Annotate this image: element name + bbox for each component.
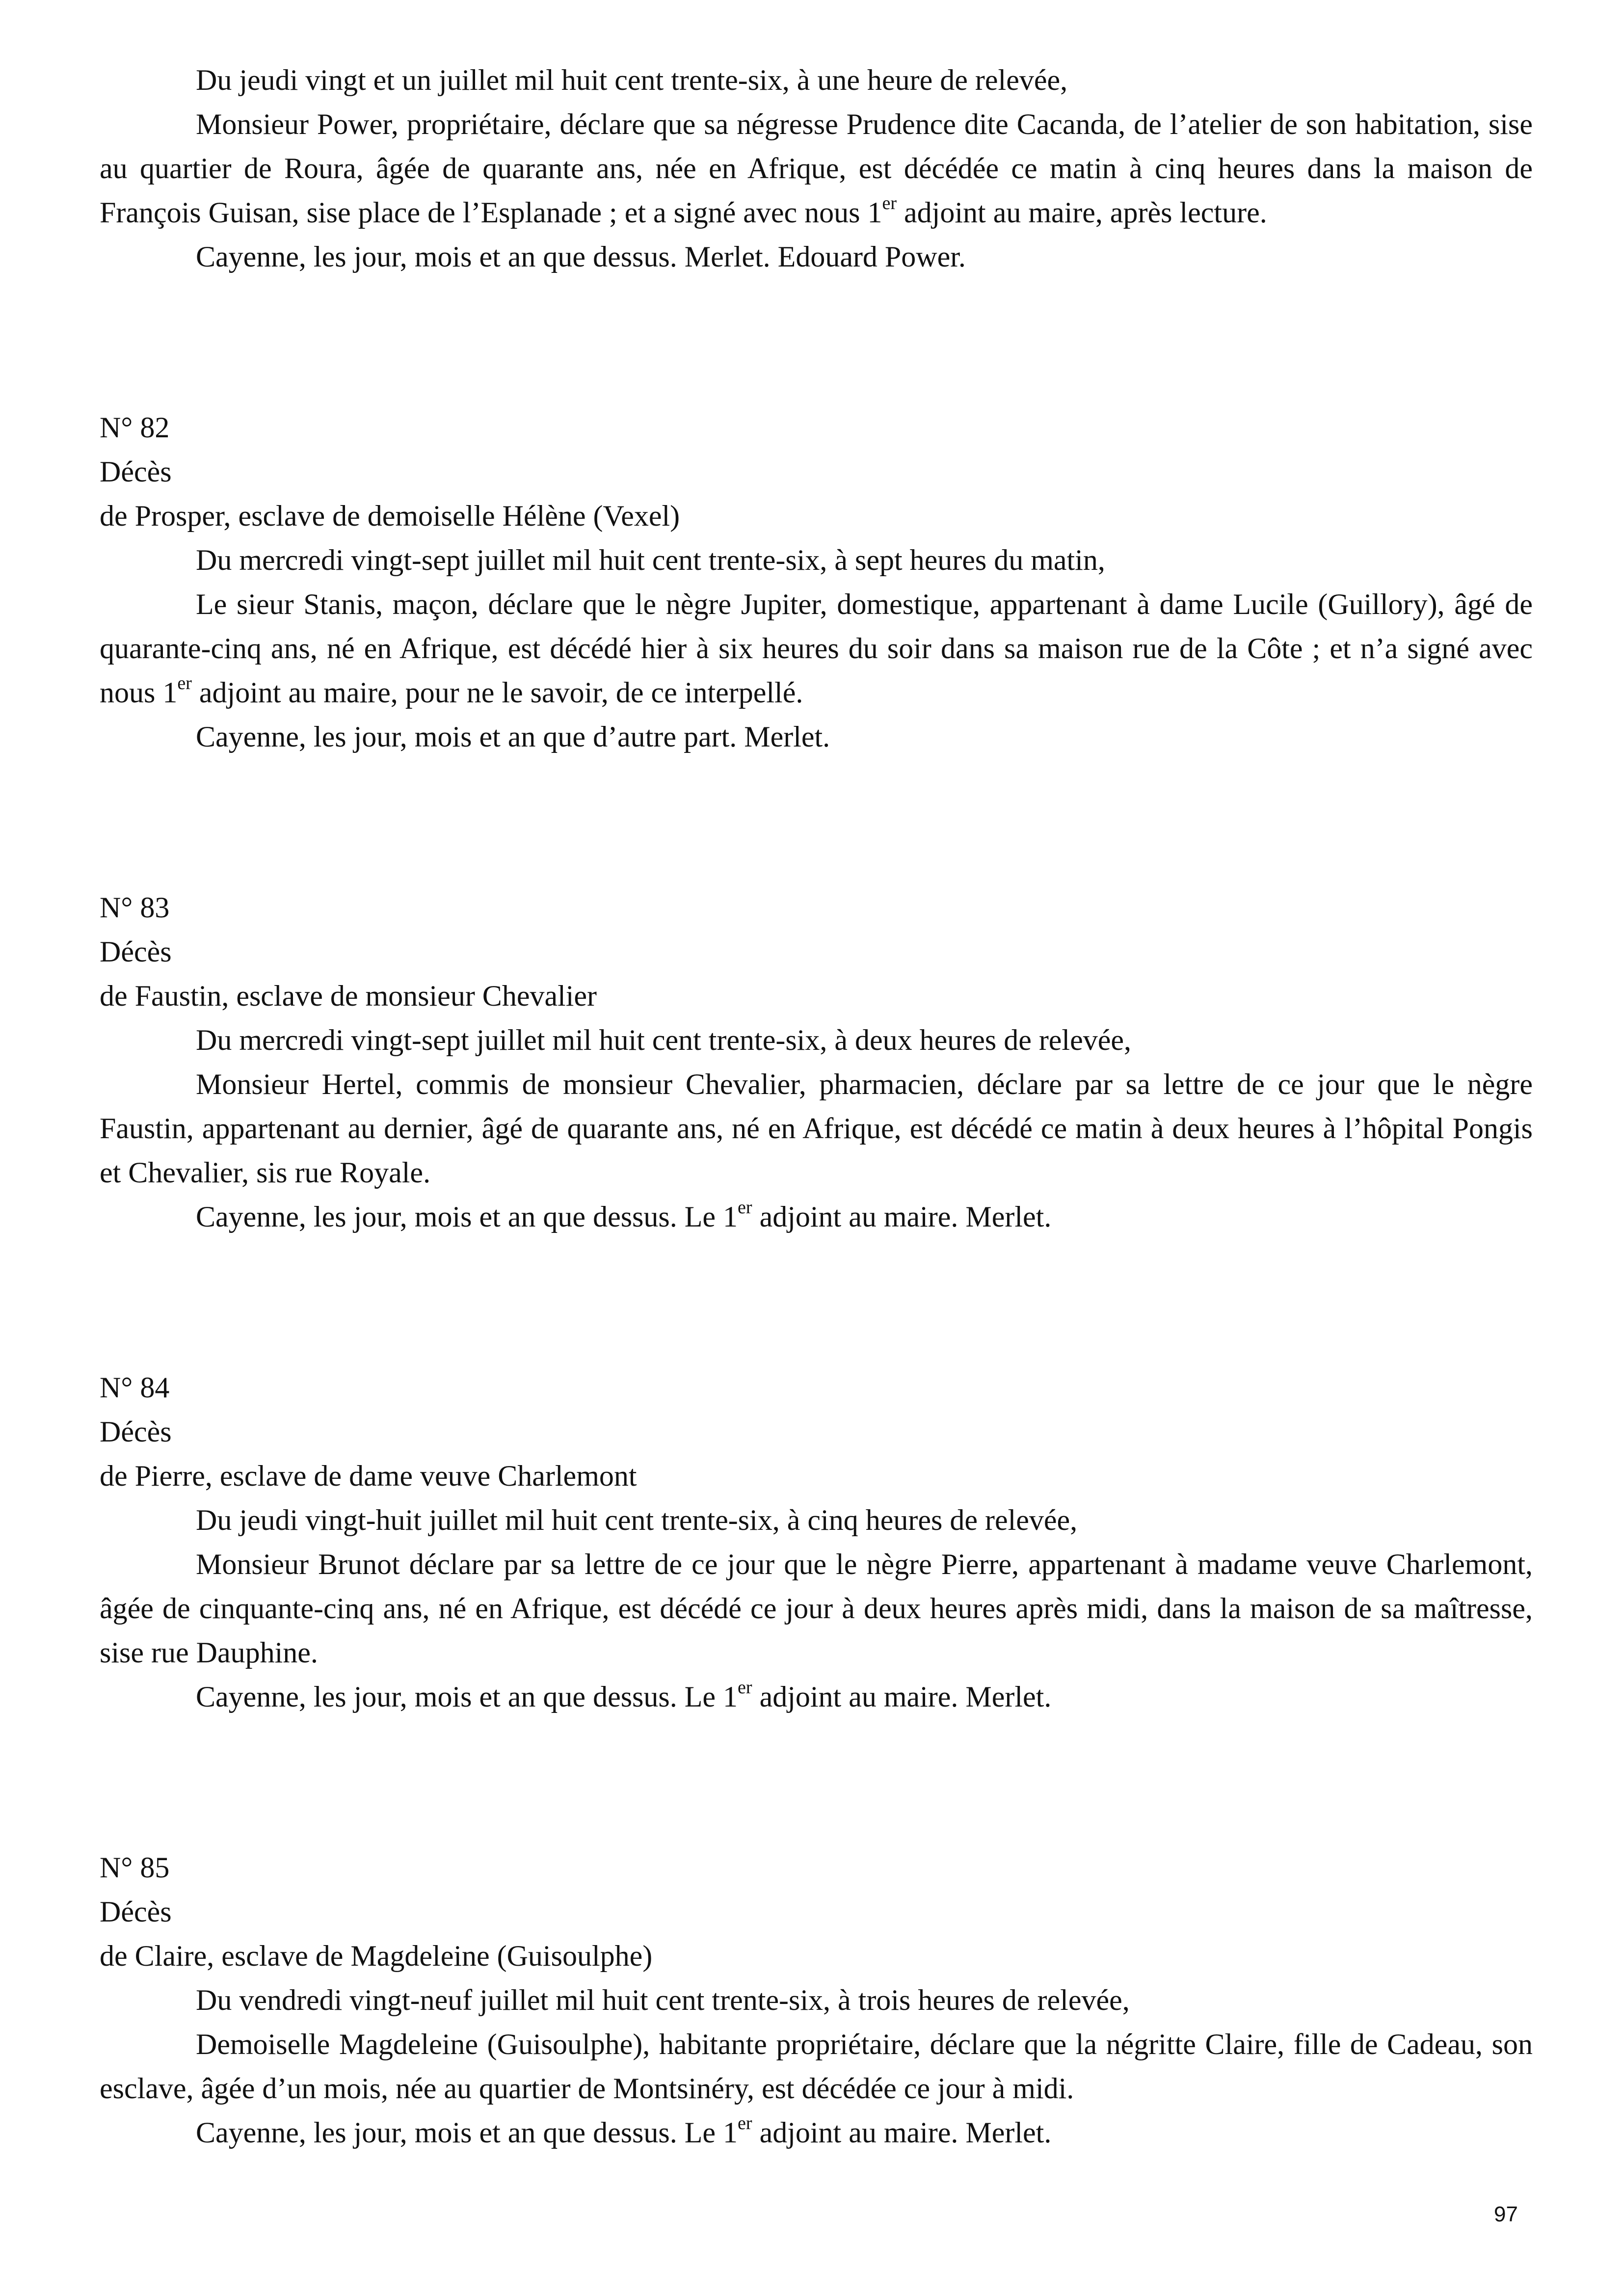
entry-date-line: Du mercredi vingt-sept juillet mil huit cent trente-six, à sept heures du matin,	[196, 544, 1105, 576]
entry-closing-text-end: adjoint au maire. Merlet.	[752, 1681, 1052, 1713]
entry-type: Décès	[100, 455, 172, 488]
entry-type: Décès	[100, 1896, 172, 1928]
entry-date-line: Du jeudi vingt-huit juillet mil huit cent trente-six, à cinq heures de relevée,	[196, 1504, 1078, 1536]
entry-body-text: Monsieur Hertel, commis de monsieur Chevalier, pharmacien, déclare par sa lettre de ce jour que le nègre Faustin, appartenant au dernier, âgé de quarante ans, né en Afrique, est décédé ce matin à deux heures à l’hôpital Pongis et Chevalier, sis rue Royale.	[100, 1068, 1533, 1189]
entry-closing-text: Cayenne, les jour, mois et an que dessus. Le 1	[196, 1201, 738, 1233]
entry-subject: de Claire, esclave de Magdeleine (Guisoulphe)	[100, 1940, 653, 1972]
intro-declaration-text: Monsieur Power, propriétaire, déclare que sa négresse Prudence dite Cacanda, de l’atelier de son habitation, sise au quartier de Roura, âgée de quarante ans, née en Afrique, est décédée ce matin à cinq heures dans la maison de François Guisan, sise place de l’Esplanade ; et a signé avec nous 1	[100, 108, 1533, 229]
entry-date-line: Du mercredi vingt-sept juillet mil huit cent trente-six, à deux heures de relevée,	[196, 1024, 1131, 1056]
intro-entry	[100, 58, 1533, 279]
entry-85	[100, 1845, 1533, 2155]
entry-closing-sup: er	[738, 1677, 752, 1698]
entry-type: Décès	[100, 1415, 172, 1448]
entry-body-text: Demoiselle Magdeleine (Guisoulphe), habitante propriétaire, déclare que la négritte Claire, fille de Cadeau, son esclave, âgée d’un mois, née au quartier de Montsinéry, est décédée ce jour à midi.	[100, 2028, 1533, 2105]
intro-date-line: Du jeudi vingt et un juillet mil huit cent trente-six, à une heure de relevée,	[196, 64, 1068, 96]
entry-body	[100, 2022, 1533, 2110]
entry-closing-text: Cayenne, les jour, mois et an que dessus. Le 1	[196, 2116, 738, 2149]
entry-number: N° 85	[100, 1851, 170, 1884]
entry-closing-sup: er	[738, 2113, 752, 2134]
entry-body-text-end: adjoint au maire, pour ne le savoir, de ce interpellé.	[191, 676, 803, 709]
entry-subject: de Prosper, esclave de demoiselle Hélène (Vexel)	[100, 500, 680, 532]
entry-84	[100, 1365, 1533, 1719]
entry-closing-text-end: adjoint au maire. Merlet.	[752, 1201, 1052, 1233]
entry-closing	[100, 715, 1533, 759]
intro-closing: Cayenne, les jour, mois et an que dessus. Merlet. Edouard Power.	[196, 240, 966, 273]
entry-closing	[100, 2110, 1533, 2155]
entry-body-text: Monsieur Brunot déclare par sa lettre de ce jour que le nègre Pierre, appartenant à madame veuve Charlemont, âgée de cinquante-cinq ans, né en Afrique, est décédé ce jour à deux heures après midi, dans la maison de sa maîtresse, sise rue Dauphine.	[100, 1548, 1533, 1669]
entry-body	[100, 1542, 1533, 1675]
entry-body	[100, 1062, 1533, 1195]
entry-date-line: Du vendredi vingt-neuf juillet mil huit cent trente-six, à trois heures de relevée,	[196, 1984, 1130, 2016]
entry-type: Décès	[100, 935, 172, 968]
intro-declaration-sup: er	[882, 193, 897, 214]
entry-number: N° 83	[100, 891, 170, 924]
entry-body	[100, 582, 1533, 715]
intro-declaration-text-end: adjoint au maire, après lecture.	[897, 196, 1267, 229]
entry-closing-text: Cayenne, les jour, mois et an que d’autre part. Merlet.	[196, 721, 830, 753]
entry-closing-text-end: adjoint au maire. Merlet.	[752, 2116, 1052, 2149]
entry-subject: de Pierre, esclave de dame veuve Charlemont	[100, 1460, 637, 1492]
document-page	[100, 58, 1533, 2155]
intro-declaration	[100, 102, 1533, 235]
entry-closing	[100, 1195, 1533, 1239]
entry-83	[100, 885, 1533, 1239]
entry-body-text: Le sieur Stanis, maçon, déclare que le nègre Jupiter, domestique, appartenant à dame Lucile (Guillory), âgé de quarante-cinq ans, né en Afrique, est décédé hier à six heures du soir dans sa maison rue de la Côte ; et n’a signé avec nous 1	[100, 588, 1533, 709]
entry-spacer	[100, 1239, 1533, 1365]
entry-subject: de Faustin, esclave de monsieur Chevalier	[100, 980, 597, 1012]
entry-spacer	[100, 279, 1533, 405]
entry-closing-text: Cayenne, les jour, mois et an que dessus. Le 1	[196, 1681, 738, 1713]
entry-spacer	[100, 1719, 1533, 1845]
entry-number: N° 84	[100, 1371, 170, 1404]
entry-number: N° 82	[100, 411, 170, 444]
entry-spacer	[100, 759, 1533, 885]
page-number: 97	[1494, 2202, 1518, 2226]
entry-closing-sup: er	[738, 1197, 752, 1218]
entry-82	[100, 405, 1533, 759]
entry-closing	[100, 1675, 1533, 1719]
entry-body-sup: er	[177, 673, 192, 694]
